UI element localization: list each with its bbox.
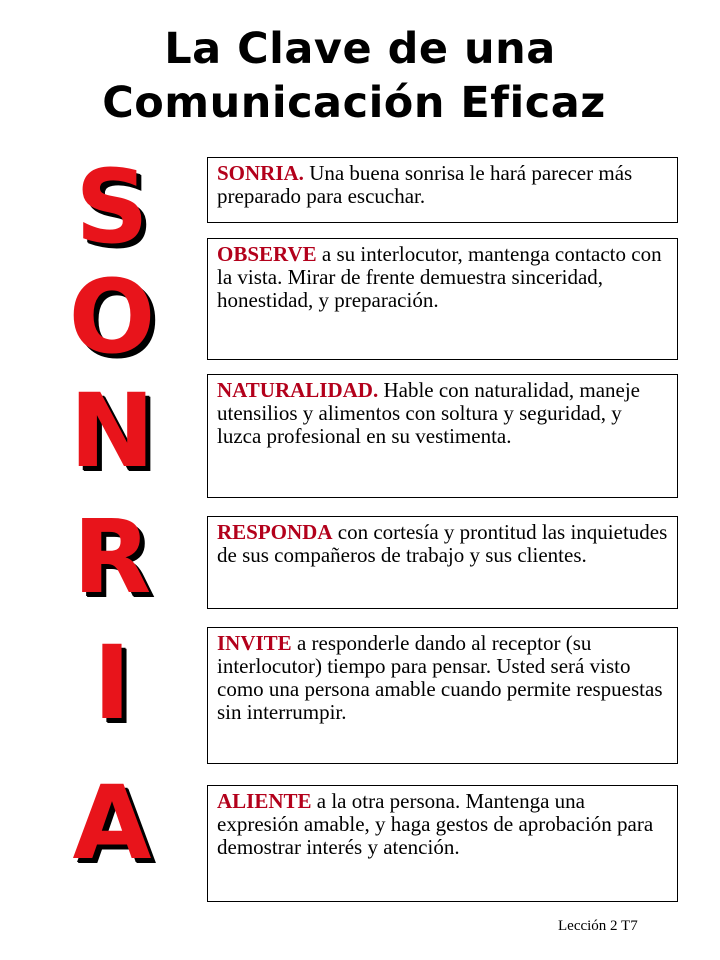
item-keyword: NATURALIDAD. [217,378,379,402]
item-text: a la otra persona. Mantenga una expresión amable, y haga gestos de aprobación para demostrar interés y atención. [217,789,654,859]
item-keyword: SONRIA. [217,161,304,185]
acronym-letter-n: N [69,372,155,491]
item-keyword: ALIENTE [217,789,312,813]
item-box-invite [207,627,678,764]
item-keyword: INVITE [217,631,292,655]
acronym-letter-s: S [75,148,149,267]
title-line-2: Comunicación Eficaz [102,78,606,128]
item-text: Hable con naturalidad, maneje utensilios y alimentos con soltura y seguridad, y luzca profesional en su vestimenta. [217,378,641,448]
acronym-letter-r: R [72,498,152,617]
item-keyword: OBSERVE [217,242,317,266]
item-box-aliente [207,785,678,902]
item-box-sonria [207,157,678,223]
item-box-observe [207,238,678,360]
acronym-letter-o: O [68,258,156,377]
title-line-1: La Clave de una [164,24,556,74]
item-keyword: RESPONDA [217,520,333,544]
page-title [0,22,720,130]
item-box-responda [207,516,678,609]
acronym-letter-i: I [93,624,131,743]
acronym-letter-a: A [72,764,152,883]
item-box-naturalidad [207,374,678,498]
footer-label: Lección 2 T7 [558,918,638,934]
item-text: Una buena sonrisa le hará parecer más preparado para escuchar. [217,161,633,208]
item-text: a su interlocutor, mantenga contacto con la vista. Mirar de frente demuestra sinceridad, honestidad, y preparación. [217,242,662,312]
item-text: a responderle dando al receptor (su interlocutor) tiempo para pensar. Usted será visto como una persona amable cuando permite respuestas sin interrumpir. [217,631,663,724]
item-text: con cortesía y prontitud las inquietudes de sus compañeros de trabajo y sus clientes. [217,520,668,567]
